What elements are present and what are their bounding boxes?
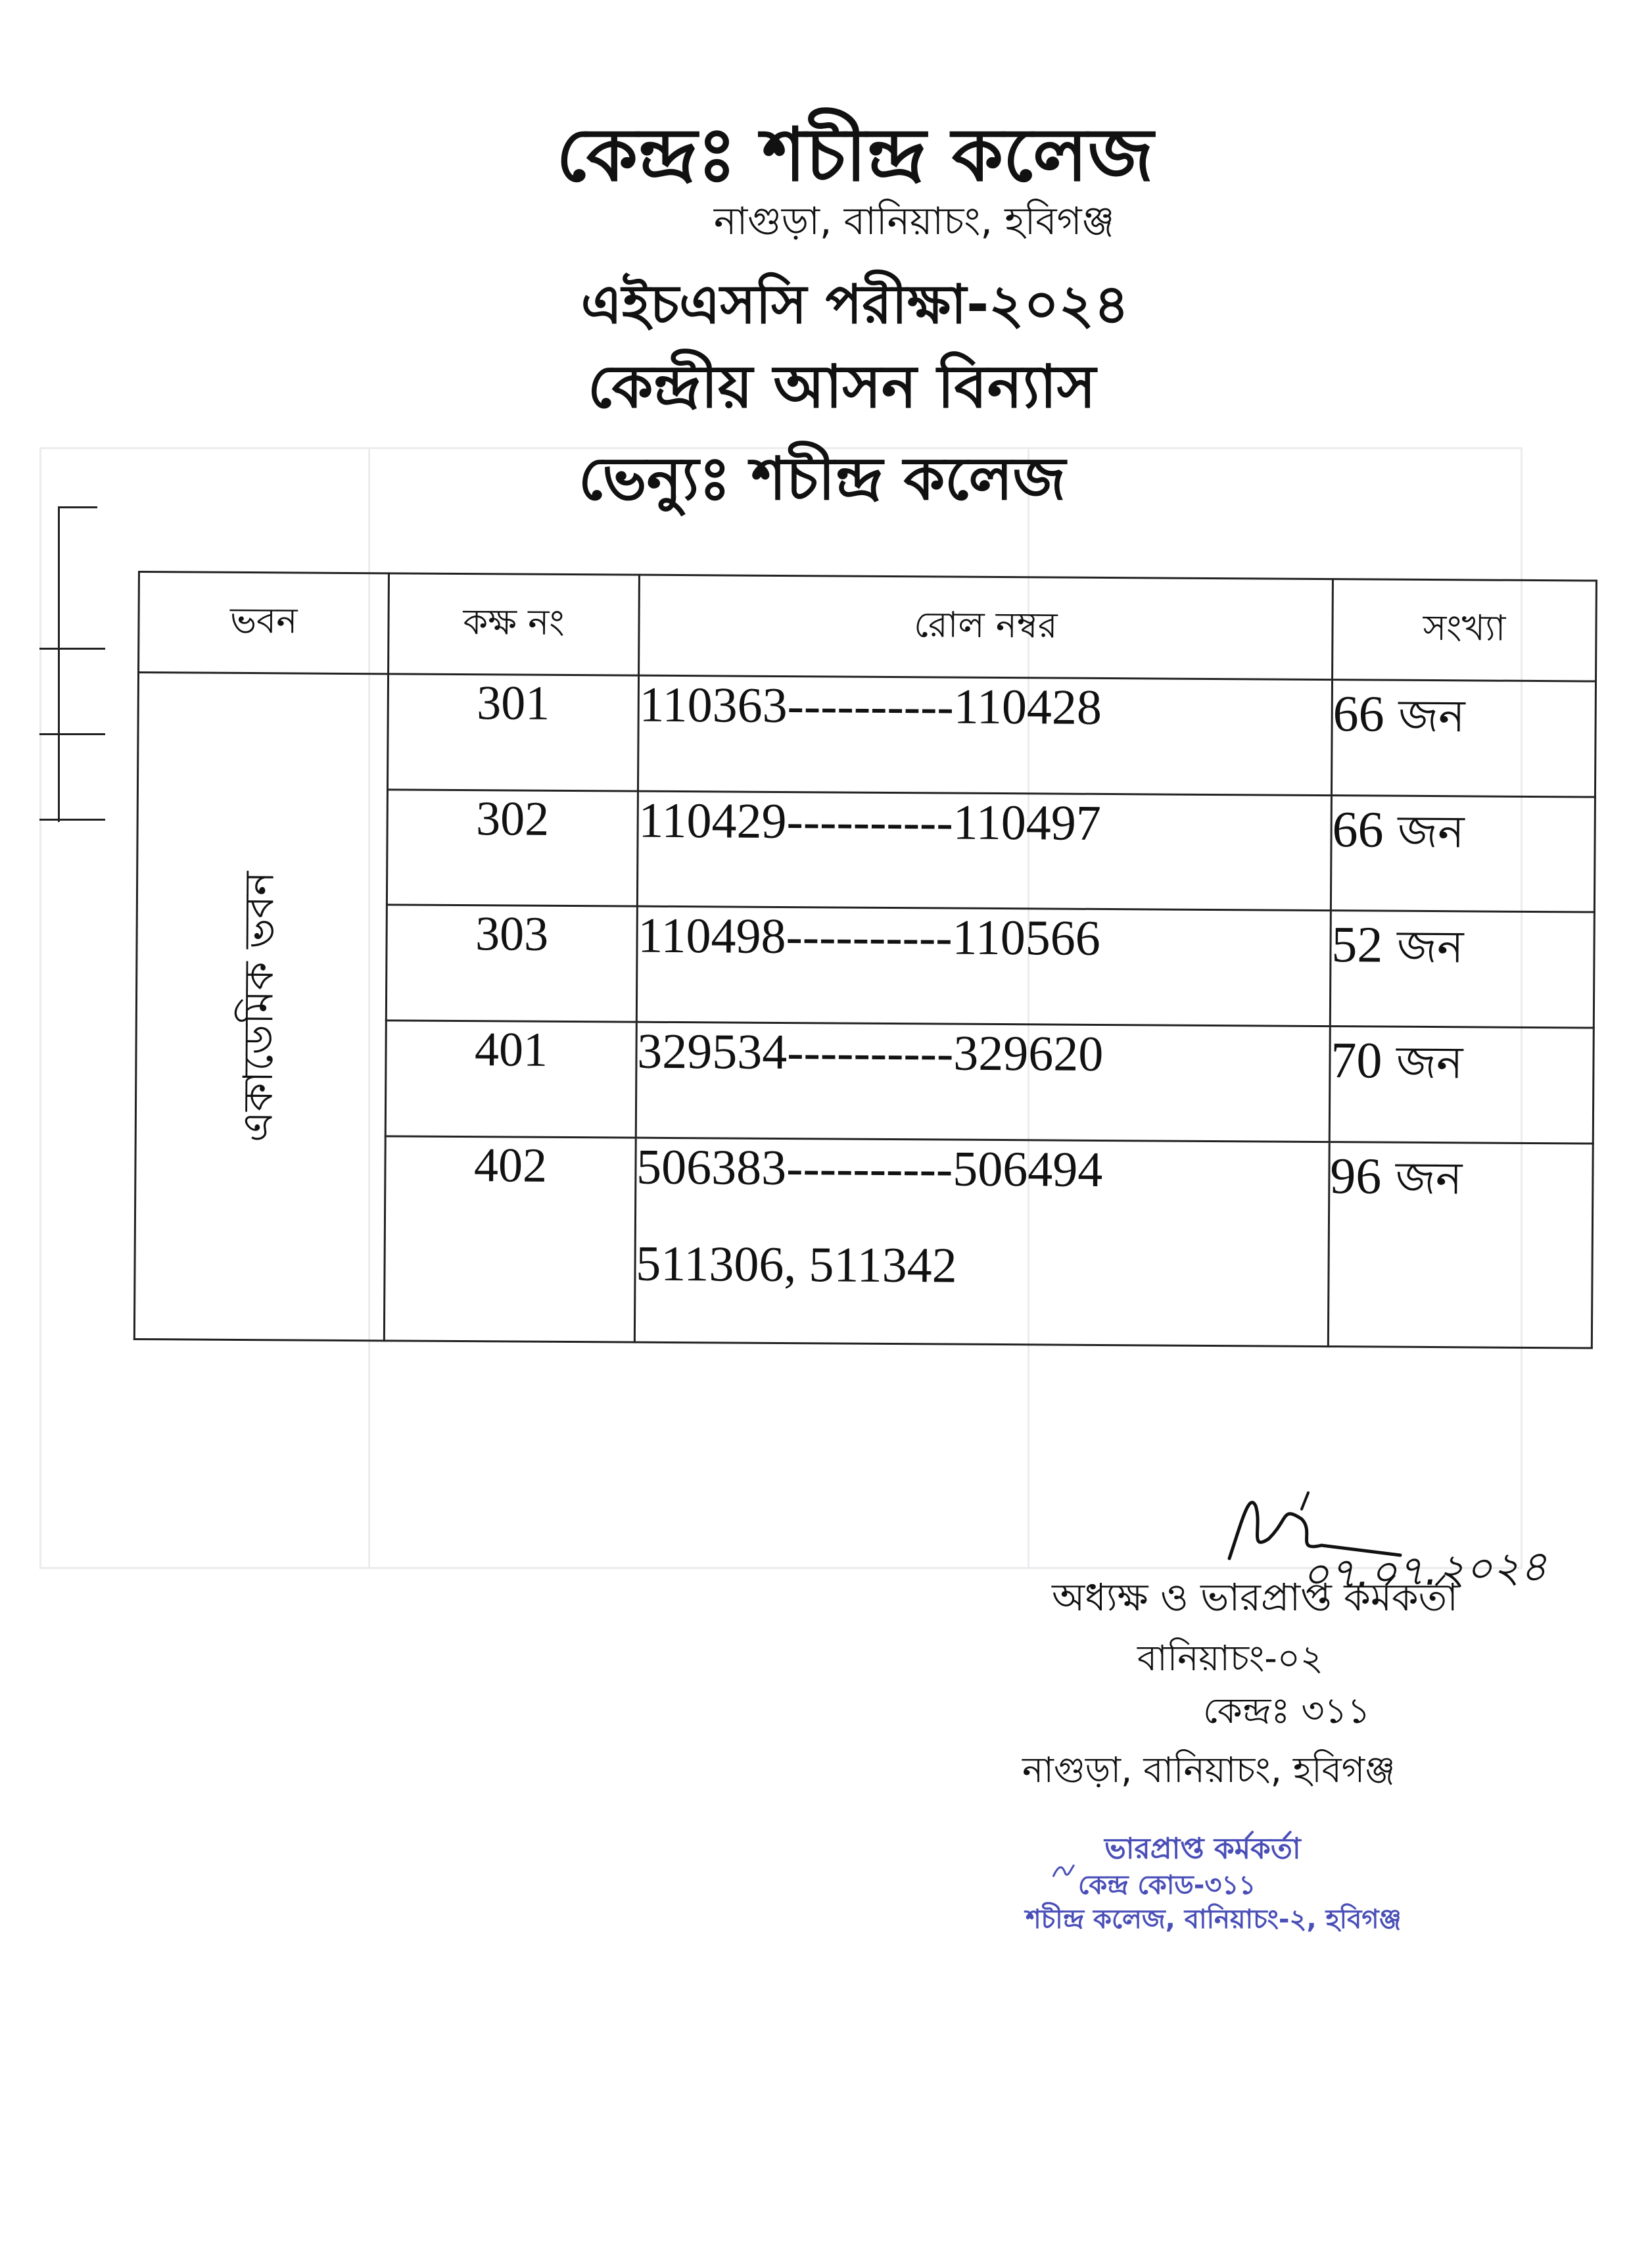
- roll-range: 110498----------110566: [636, 906, 1331, 1026]
- count-unit: জন: [1398, 690, 1465, 743]
- header-roll: রোল নম্বর: [638, 575, 1333, 679]
- table-header-row: [139, 572, 1597, 682]
- signatory-center: কেন্দ্রঃ ৩১১: [1203, 1690, 1371, 1731]
- center-address: নাগুড়া, বানিয়াচং, হবিগঞ্জ: [713, 199, 1115, 243]
- room-number: 302: [387, 789, 638, 906]
- count-unit: জন: [1397, 806, 1465, 859]
- left-frame-tick: [39, 733, 105, 735]
- room-number: 301: [388, 674, 638, 791]
- page-title: কেন্দ্রঃ শচীন্দ্র কলেজ: [556, 112, 1154, 198]
- roll-range-main: 506383----------506494: [636, 1139, 1103, 1197]
- count-unit: জন: [1395, 1152, 1463, 1205]
- header-count: সংখ্যা: [1332, 579, 1596, 681]
- seat-plan-table: [133, 571, 1597, 1349]
- count-value: 66: [1332, 800, 1384, 858]
- room-number: 401: [386, 1021, 636, 1138]
- stamp-institution: শচীন্দ্র কলেজ, বানিয়াচং-২, হবিগঞ্জ: [1026, 1904, 1402, 1935]
- left-frame-tick: [39, 819, 105, 821]
- student-count: [1329, 1026, 1594, 1144]
- document-subtitle: কেন্দ্রীয় আসন বিন্যাস: [587, 352, 1097, 422]
- left-frame-line: [58, 506, 60, 822]
- roll-extra: 511306, 511342: [636, 1236, 957, 1293]
- count-value: 66: [1333, 685, 1384, 742]
- signatory-title: অধ্যক্ষ ও ভারপ্রাপ্ত কর্মকর্তা: [1052, 1575, 1458, 1620]
- count-unit: জন: [1396, 921, 1464, 974]
- building-name: একাডেমিক ভবন: [233, 871, 283, 1142]
- student-count: [1331, 680, 1596, 797]
- stamp-initial-mark: [1051, 1861, 1077, 1881]
- building-cell: [134, 673, 388, 1341]
- signatory-office: বানিয়াচং-০২: [1137, 1637, 1323, 1679]
- student-count: [1328, 1142, 1593, 1348]
- left-frame-tick: [58, 506, 97, 508]
- room-number: 402: [385, 1136, 636, 1343]
- count-value: 52: [1331, 915, 1383, 973]
- count-value: 70: [1331, 1031, 1383, 1089]
- roll-range: 329534----------329620: [636, 1022, 1330, 1142]
- header-building: ভবন: [139, 572, 389, 674]
- count-unit: জন: [1396, 1036, 1463, 1090]
- roll-range: [634, 1138, 1329, 1347]
- table-row: [137, 673, 1596, 797]
- roll-range: 110429----------110497: [637, 791, 1331, 911]
- student-count: [1331, 795, 1595, 912]
- count-value: 96: [1330, 1146, 1382, 1205]
- header-room: কক্ষ নং: [389, 573, 639, 675]
- signature-date: ০৭.০৭.২০২৪: [1300, 1542, 1548, 1600]
- room-number: 303: [387, 905, 637, 1022]
- exam-name: এইচএসসি পরীক্ষা-২০২৪: [580, 274, 1129, 336]
- left-frame-tick: [39, 648, 105, 650]
- roll-range: 110363----------110428: [638, 675, 1332, 795]
- venue-name: ভেন্যুঃ শচীন্দ্র কলেজ: [578, 445, 1066, 514]
- signatory-address: নাগুড়া, বানিয়াচং, হবিগঞ্জ: [1022, 1749, 1396, 1791]
- stamp-center-code: কেন্দ্র কোড-৩১১: [1078, 1870, 1256, 1900]
- student-count: [1330, 911, 1594, 1028]
- stamp-title: ভারপ্রাপ্ত কর্মকর্তা: [1104, 1832, 1301, 1866]
